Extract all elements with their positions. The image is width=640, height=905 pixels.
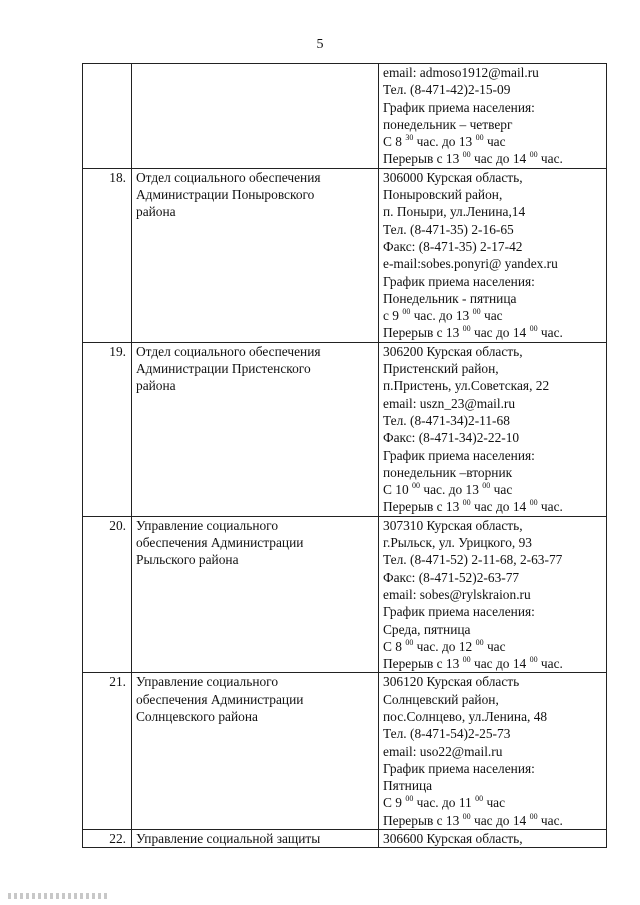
schedule-text: час xyxy=(490,482,513,498)
minutes-superscript: 00 xyxy=(402,307,411,317)
minutes-superscript: 00 xyxy=(472,307,481,317)
department-name xyxy=(132,64,379,169)
schedule-text: час до 14 xyxy=(470,812,530,828)
schedule-text: с 9 xyxy=(383,308,403,324)
schedule-text: час до 14 xyxy=(470,499,530,515)
schedule-text: час. до 11 xyxy=(413,795,476,811)
schedule-text: час. до 12 xyxy=(413,638,476,654)
schedule-text: С 8 xyxy=(383,638,406,654)
minutes-superscript: 30 xyxy=(405,133,414,143)
schedule-text: час до 14 xyxy=(470,656,530,672)
schedule-text: час xyxy=(480,308,503,324)
department-name-line: района xyxy=(136,204,176,220)
contact-info-line xyxy=(383,133,603,150)
schedule-text: С 8 xyxy=(383,134,406,150)
contact-info-line: п.Пристень, ул.Советская, 22 xyxy=(383,378,550,394)
minutes-superscript: 00 xyxy=(529,498,538,508)
contact-info-line xyxy=(383,498,603,515)
schedule-text: час. до 13 xyxy=(413,134,476,150)
contact-info-line: 306200 Курская область, xyxy=(383,343,523,359)
contact-info-line xyxy=(383,638,603,655)
department-name-line: Отдел социального обеспечения xyxy=(136,343,321,359)
minutes-superscript: 00 xyxy=(405,794,414,804)
schedule-text: час xyxy=(483,134,506,150)
schedule-text: час. xyxy=(537,812,563,828)
minutes-superscript: 00 xyxy=(405,637,414,647)
department-name xyxy=(132,673,379,830)
minutes-superscript: 00 xyxy=(475,637,484,647)
contact-info-line: Солнцевский район, xyxy=(383,691,499,707)
row-number xyxy=(83,64,132,169)
minutes-superscript: 00 xyxy=(529,150,538,160)
contact-info-line: Пятница xyxy=(383,778,433,794)
table-row xyxy=(83,342,607,516)
contact-info-line: email: uszn_23@mail.ru xyxy=(383,395,516,411)
minutes-superscript: 00 xyxy=(462,811,471,821)
contact-info-line: п. Поныри, ул.Ленина,14 xyxy=(383,204,526,220)
schedule-text: час. xyxy=(537,151,563,167)
contact-info-line: Тел. (8-471-34)2-11-68 xyxy=(383,412,510,428)
department-name-line: обеспечения Администрации xyxy=(136,535,304,551)
department-name xyxy=(132,516,379,673)
minutes-superscript: 00 xyxy=(462,655,471,665)
contact-info-line xyxy=(383,794,603,811)
contact-info-line xyxy=(383,324,603,341)
schedule-text: Перерыв с 13 xyxy=(383,812,463,828)
scan-artifact xyxy=(8,893,108,899)
contact-info-line: 307310 Курская область, xyxy=(383,517,523,533)
schedule-text: час до 14 xyxy=(470,325,530,341)
row-number: 22. xyxy=(83,830,132,848)
minutes-superscript: 00 xyxy=(462,150,471,160)
department-name-line: Солнцевского района xyxy=(136,708,258,724)
schedule-text: Перерыв с 13 xyxy=(383,499,463,515)
minutes-superscript: 00 xyxy=(462,498,471,508)
contact-info-line: 306600 Курская область, xyxy=(383,831,523,847)
contact-info-line: Факс: (8-471-52)2-63-77 xyxy=(383,569,520,585)
row-number: 21. xyxy=(83,673,132,830)
page-number: 5 xyxy=(316,37,324,52)
department-name-line: Управление социального xyxy=(136,674,279,690)
minutes-superscript: 00 xyxy=(482,481,491,491)
contact-info-line xyxy=(383,307,603,324)
table-row xyxy=(83,516,607,673)
contact-info-line: понедельник –вторник xyxy=(383,464,513,480)
contact-info-line xyxy=(383,812,603,829)
department-name-line: Управление социального xyxy=(136,517,279,533)
contact-info xyxy=(379,168,607,342)
contact-info xyxy=(379,830,607,848)
department-name-line: Управление социальной защиты xyxy=(136,831,321,847)
contact-info-line: Поныровский район, xyxy=(383,187,503,203)
contact-info-line: г.Рыльск, ул. Урицкого, 93 xyxy=(383,535,532,551)
contact-info-line: Пристенский район, xyxy=(383,361,499,377)
schedule-text: час xyxy=(483,795,506,811)
minutes-superscript: 00 xyxy=(412,481,421,491)
schedule-text: час. до 13 xyxy=(410,308,473,324)
schedule-text: Перерыв с 13 xyxy=(383,151,463,167)
department-name xyxy=(132,830,379,848)
contact-info-line: График приема населения: xyxy=(383,604,535,620)
schedule-text: час. xyxy=(537,325,563,341)
table-row xyxy=(83,673,607,830)
schedule-text: час до 14 xyxy=(470,151,530,167)
minutes-superscript: 00 xyxy=(529,655,538,665)
contact-info-line: пос.Солнцево, ул.Ленина, 48 xyxy=(383,708,548,724)
row-number: 20. xyxy=(83,516,132,673)
contact-info-line: e-mail:sobes.ponyri@ yandex.ru xyxy=(383,256,558,272)
department-name xyxy=(132,342,379,516)
schedule-text: час. xyxy=(537,656,563,672)
minutes-superscript: 00 xyxy=(475,133,484,143)
row-number: 18. xyxy=(83,168,132,342)
contacts-table xyxy=(82,63,607,848)
contact-info-line xyxy=(383,150,603,167)
schedule-text: С 9 xyxy=(383,795,406,811)
contact-info-line: Факс: (8-471-35) 2-17-42 xyxy=(383,238,523,254)
contact-info-line: email: sobes@rylskraion.ru xyxy=(383,586,531,602)
table-row xyxy=(83,830,607,848)
contact-info-line: email: uso22@mail.ru xyxy=(383,743,503,759)
minutes-superscript: 00 xyxy=(529,811,538,821)
schedule-text: Перерыв с 13 xyxy=(383,656,463,672)
department-name-line: Рыльского района xyxy=(136,552,239,568)
table-body xyxy=(83,64,607,848)
table-row xyxy=(83,168,607,342)
contact-info-line: График приема населения: xyxy=(383,99,535,115)
contact-info-line: Понедельник - пятница xyxy=(383,290,517,306)
department-name-line: Отдел социального обеспечения xyxy=(136,169,321,185)
department-name xyxy=(132,168,379,342)
contact-info-line: понедельник – четверг xyxy=(383,116,513,132)
contact-info-line: Факс: (8-471-34)2-22-10 xyxy=(383,430,520,446)
contact-info-line: 306000 Курская область, xyxy=(383,169,523,185)
contact-info xyxy=(379,64,607,169)
contact-info xyxy=(379,673,607,830)
contact-info-line: email: admoso1912@mail.ru xyxy=(383,65,539,80)
minutes-superscript: 00 xyxy=(529,324,538,334)
contact-info-line: 306120 Курская область xyxy=(383,674,520,690)
contact-info xyxy=(379,516,607,673)
row-number: 19. xyxy=(83,342,132,516)
department-name-line: обеспечения Администрации xyxy=(136,691,304,707)
department-name-line: района xyxy=(136,378,176,394)
schedule-text: час xyxy=(483,638,506,654)
contact-info xyxy=(379,342,607,516)
contact-info-line xyxy=(383,481,603,498)
schedule-text: С 10 xyxy=(383,482,413,498)
schedule-text: час. xyxy=(537,499,563,515)
department-name-line: Администрации Поныровского xyxy=(136,187,315,203)
contact-info-line: График приема населения: xyxy=(383,447,535,463)
contact-info-line: Тел. (8-471-52) 2-11-68, 2-63-77 xyxy=(383,552,563,568)
schedule-text: час. до 13 xyxy=(420,482,483,498)
contact-info-line: График приема населения: xyxy=(383,760,535,776)
department-name-line: Администрации Пристенского xyxy=(136,361,311,377)
contact-info-line: График приема населения: xyxy=(383,273,535,289)
minutes-superscript: 00 xyxy=(462,324,471,334)
schedule-text: Перерыв с 13 xyxy=(383,325,463,341)
contact-info-line xyxy=(383,655,603,672)
contact-info-line: Среда, пятница xyxy=(383,621,471,637)
table-row xyxy=(83,64,607,169)
contact-info-line: Тел. (8-471-35) 2-16-65 xyxy=(383,221,514,237)
contact-info-line: Тел. (8-471-54)2-25-73 xyxy=(383,726,511,742)
contact-info-line: Тел. (8-471-42)2-15-09 xyxy=(383,82,511,98)
minutes-superscript: 00 xyxy=(475,794,484,804)
